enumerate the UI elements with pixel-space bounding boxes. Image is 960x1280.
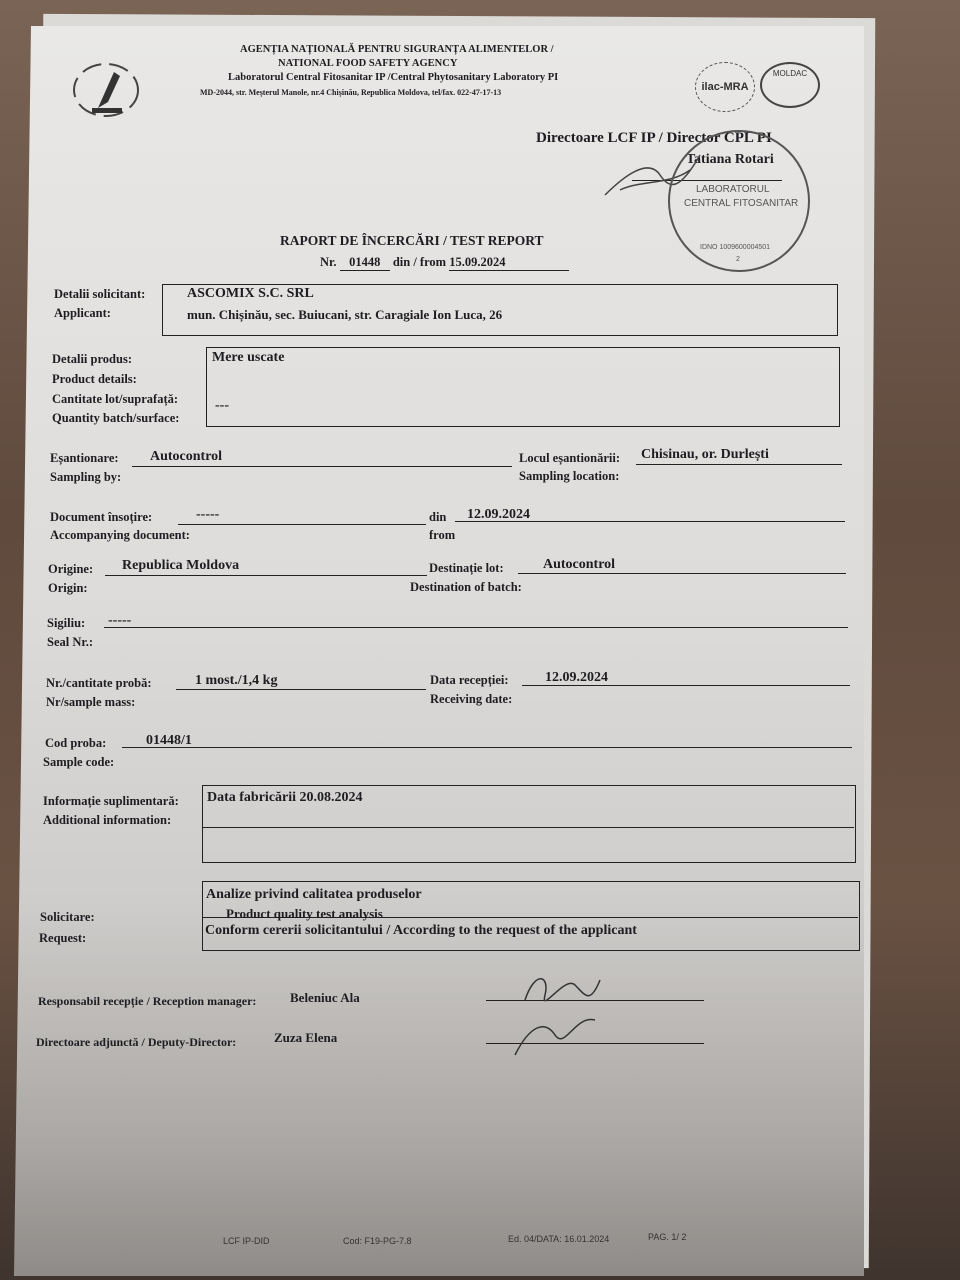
origin-value: Republica Moldova [122, 558, 240, 573]
quantity-value: --- [215, 398, 229, 413]
lab-address: MD-2044, str. Meșterul Manole, nr.4 Chișinău, Republica Moldova, tel/fax. 022-47-17-13 [200, 88, 502, 97]
sample-code: 01448/1 [146, 733, 192, 748]
product-label-en: Product details: [52, 372, 137, 386]
document-value: ----- [196, 507, 220, 522]
document-label-en: Accompanying document: [50, 528, 190, 542]
stamp-text-1: LABORATORUL [696, 184, 770, 195]
document-label-ro: Document însoțire: [50, 510, 153, 524]
sampling-value: Autocontrol [150, 449, 223, 464]
location-value: Chisinau, or. Durlești [641, 447, 769, 462]
reception-label: Responsabil recepție / Reception manager: [38, 994, 257, 1008]
quantity-label-en: Quantity batch/surface: [52, 411, 180, 425]
quantity-label-ro: Cantitate lot/suprafață: [52, 392, 179, 406]
doc-date-label-en: from [429, 528, 456, 542]
official-stamp [668, 130, 810, 272]
origin-label-ro: Origine: [48, 562, 94, 576]
stamp-number: 2 [736, 256, 740, 263]
director-name: Tatiana Rotari [686, 152, 774, 167]
underline [522, 685, 850, 686]
product-box [206, 347, 840, 427]
stamp-idno: IDNO 1009600004501 [700, 244, 771, 251]
sample-label-ro: Nr./cantitate probă: [46, 676, 152, 690]
receiving-label-en: Receiving date: [430, 692, 513, 706]
underline [636, 464, 842, 465]
request-line-1: Analize privind calitatea produselor [206, 887, 422, 902]
sampling-label-ro: Eșantionare: [50, 451, 119, 465]
info-value: Data fabricării 20.08.2024 [207, 790, 363, 805]
sample-value: 1 most./1,4 kg [195, 673, 278, 688]
seal-label-ro: Sigiliu: [47, 616, 86, 630]
doc-date-label-ro: din [429, 510, 447, 524]
agency-logo-microscope-icon [70, 58, 142, 120]
destination-label-en: Destination of batch: [410, 580, 522, 594]
seal-value: ----- [108, 613, 132, 628]
underline [122, 747, 852, 748]
destination-value: Autocontrol [543, 557, 616, 572]
applicant-address: mun. Chișinău, sec. Buiucani, str. Caragiale Ion Luca, 26 [187, 307, 503, 322]
report-date: 15.09.2024 [449, 255, 569, 271]
report-number-row [320, 255, 569, 271]
footer-code: Cod: F19-PG-7.8 [343, 1236, 412, 1246]
underline [455, 521, 845, 522]
underline [132, 466, 512, 467]
applicant-label-en: Applicant: [54, 306, 111, 320]
destination-label-ro: Destinație lot: [429, 561, 504, 575]
moldac-logo: MOLDAC [760, 62, 820, 108]
sample-label-en: Nr/sample mass: [46, 695, 136, 709]
underline [518, 573, 846, 574]
footer-doc-id: LCF IP-DID [223, 1236, 270, 1246]
ilac-mra-logo: ilac-MRA [695, 62, 755, 112]
stamp-text-2: CENTRAL FITOSANITAR [684, 198, 799, 209]
request-label-ro: Solicitare: [40, 910, 95, 924]
underline [105, 575, 427, 576]
report-number: 01448 [340, 255, 390, 271]
receiving-label-ro: Data recepției: [430, 673, 509, 687]
deputy-name: Zuza Elena [274, 1030, 338, 1045]
code-label-ro: Cod proba: [45, 736, 107, 750]
agency-name-ro: AGENȚIA NAȚIONALĂ PENTRU SIGURANȚA ALIMENTELOR / [240, 44, 554, 55]
applicant-name: ASCOMIX S.C. SRL [187, 286, 314, 301]
footer-page: PAG. 1/ 2 [648, 1232, 687, 1242]
code-label-en: Sample code: [43, 755, 115, 769]
receiving-date: 12.09.2024 [545, 670, 608, 685]
agency-name-en: NATIONAL FOOD SAFETY AGENCY [278, 58, 458, 69]
underline [104, 627, 848, 628]
product-value: Mere uscate [212, 350, 285, 365]
document-date: 12.09.2024 [467, 507, 530, 522]
handwritten-signatures [505, 965, 605, 1060]
request-line-2: Product quality test analysis [226, 906, 383, 921]
seal-label-en: Seal Nr.: [47, 635, 94, 649]
footer-edition: Ed. 04/DATA: 16.01.2024 [508, 1234, 610, 1244]
origin-label-en: Origin: [48, 581, 88, 595]
director-title: Directoare LCF IP / Director CPL PI [536, 130, 772, 146]
report-title: RAPORT DE ÎNCERCĂRI / TEST REPORT [280, 233, 544, 248]
request-line-3: Conform cererii solicitantului / According to the request of the applicant [205, 923, 637, 938]
lab-name: Laboratorul Central Fitosanitar IP /Central Phytosanitary Laboratory PI [228, 72, 559, 83]
deputy-label: Directoare adjunctă / Deputy-Director: [36, 1035, 237, 1049]
from-label: din / from [392, 255, 447, 269]
info-label-en: Additional information: [43, 813, 172, 827]
request-label-en: Request: [39, 931, 87, 945]
reception-name: Beleniuc Ala [290, 990, 360, 1005]
product-label-ro: Detalii produs: [52, 352, 132, 366]
nr-label: Nr. [320, 255, 337, 269]
sampling-label-en: Sampling by: [50, 470, 122, 484]
underline [176, 689, 426, 690]
divider [202, 827, 854, 828]
location-label-en: Sampling location: [519, 469, 620, 483]
info-label-ro: Informație suplimentară: [43, 794, 179, 808]
location-label-ro: Locul eșantionării: [519, 451, 621, 465]
underline [178, 524, 426, 525]
applicant-label-ro: Detalii solicitant: [54, 287, 146, 301]
